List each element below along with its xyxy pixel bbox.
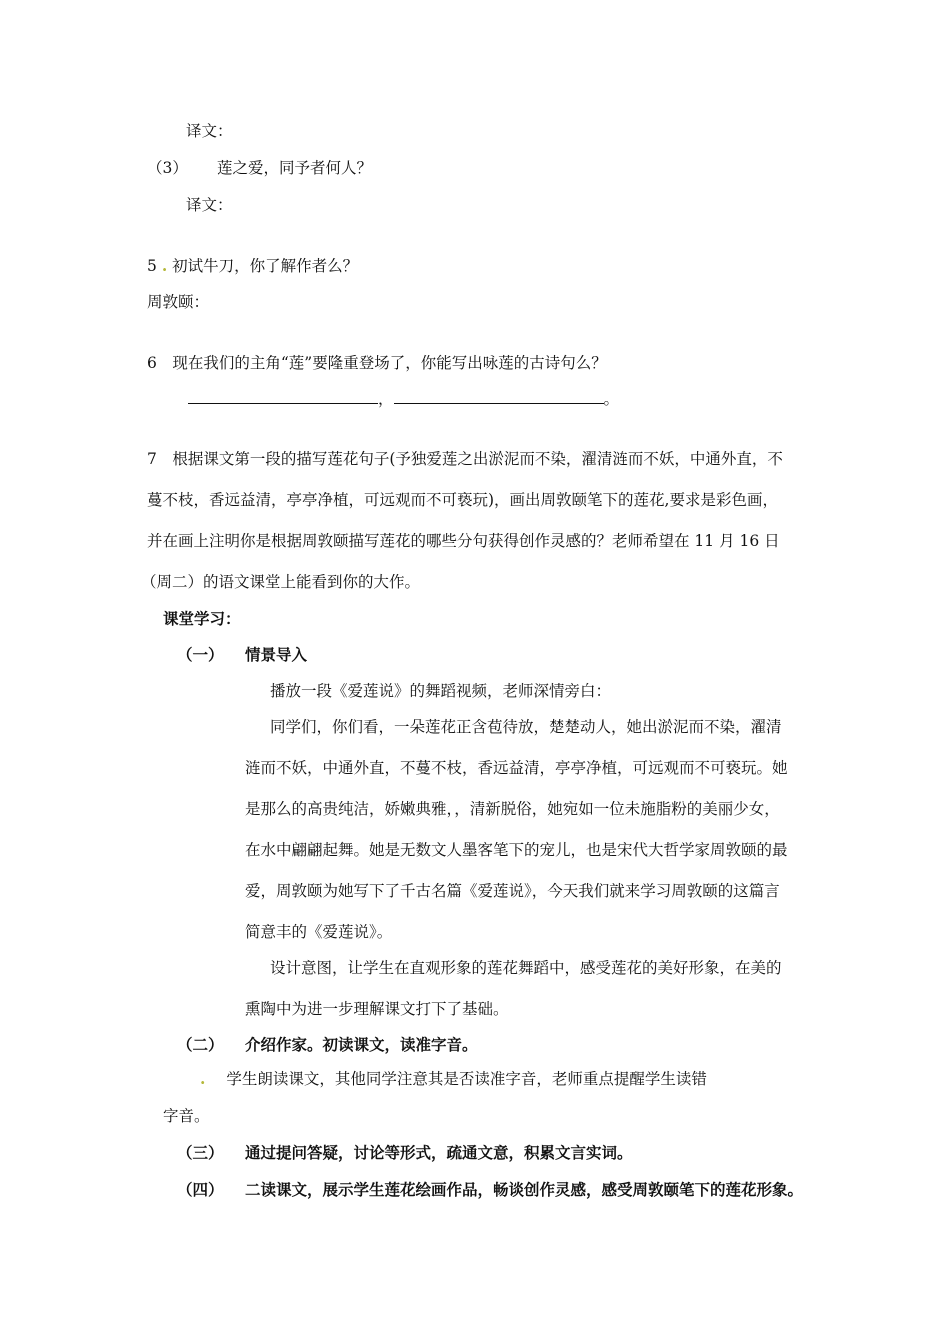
question-5-number: 5 xyxy=(147,257,157,275)
intro-line: 同学们，你们看，一朵莲花正含苞待放，楚楚动人，她出淤泥而不染，濯清 xyxy=(270,718,782,736)
section-3-number: （三） xyxy=(177,1143,224,1162)
design-intent-line: 熏陶中为进一步理解课文打下了基础。 xyxy=(245,1000,509,1018)
comma: ， xyxy=(378,390,394,408)
section-4-title: 二读课文，展示学生莲花绘画作品，畅谈创作灵感，感受周敦颐笔下的莲花形象。 xyxy=(245,1180,804,1199)
answer-blank-2[interactable] xyxy=(394,389,604,404)
section-3-title: 通过提问答疑，讨论等形式，疏通文意，积累文言实词。 xyxy=(245,1143,633,1162)
classroom-heading: 课堂学习： xyxy=(163,609,241,628)
question-5 xyxy=(147,256,358,276)
section-4-number: （四） xyxy=(177,1180,224,1199)
bullet-dot: . xyxy=(161,256,168,275)
section-1-number: （一） xyxy=(177,645,224,664)
question-3-number: （3） xyxy=(147,159,188,177)
intro-line: 播放一段《爱莲说》的舞蹈视频，老师深情旁白： xyxy=(270,682,612,700)
answer-label: 周敦颐： xyxy=(147,293,210,311)
intro-line: 涟而不妖，中通外直，不蔓不枝，香远益清，亭亭净植，可远观而不可亵玩。她 xyxy=(245,759,788,777)
question-6: 6 现在我们的主角“莲”要隆重登场了，你能写出咏莲的古诗句么？ xyxy=(147,354,607,372)
intro-line: 简意丰的《爱莲说》。 xyxy=(245,923,393,941)
question-7-line: 并在画上注明你是根据周敦颐描写莲花的哪些分句获得创作灵感的？老师希望在 11 月 16 日 xyxy=(147,532,780,550)
section-1-title: 情景导入 xyxy=(245,645,308,664)
poem-answer-blanks xyxy=(188,389,619,409)
question-7-line: （周二）的语文课堂上能看到你的大作。 xyxy=(141,573,421,591)
section-2-number: （二） xyxy=(177,1035,224,1054)
section-2-title: 介绍作家。初读课文，读准字音。 xyxy=(245,1035,478,1054)
reading-line-end: 字音。 xyxy=(163,1107,210,1125)
translation-label: 译文： xyxy=(186,196,233,214)
intro-line: 在水中翩翩起舞。她是无数文人墨客笔下的宠儿，也是宋代大哲学家周敦颐的最 xyxy=(245,841,788,859)
design-intent-line: 设计意图，让学生在直观形象的莲花舞蹈中，感受莲花的美好形象，在美的 xyxy=(270,959,782,977)
question-3-text: 莲之爱，同予者何人？ xyxy=(217,159,373,177)
period: 。 xyxy=(603,390,620,408)
question-7-line: 7 根据课文第一段的描写莲花句子(予独爱莲之出淤泥而不染，濯清涟而不妖，中通外直，不 xyxy=(147,450,783,468)
translation-label: 译文： xyxy=(186,122,233,140)
answer-blank-1[interactable] xyxy=(188,389,378,404)
question-7-line: 蔓不枝，香远益清，亭亭净植，可远观而不可亵玩)，画出周敦颐笔下的莲花,要求是彩色画， xyxy=(147,491,778,509)
intro-line: 是那么的高贵纯洁，娇嫩典雅，，清新脱俗，她宛如一位未施脂粉的美丽少女， xyxy=(245,800,780,818)
intro-line: 爱，周敦颐为她写下了千古名篇《爱莲说》，今天我们就来学习周敦颐的这篇言 xyxy=(245,882,780,900)
question-5-text: 初试牛刀，你了解作者么？ xyxy=(172,257,359,275)
reading-text: 学生朗读课文，其他同学注意其是否读准字音，老师重点提醒学生读错 xyxy=(226,1070,707,1088)
reading-line xyxy=(200,1069,707,1089)
bullet-dot: . xyxy=(200,1069,206,1088)
